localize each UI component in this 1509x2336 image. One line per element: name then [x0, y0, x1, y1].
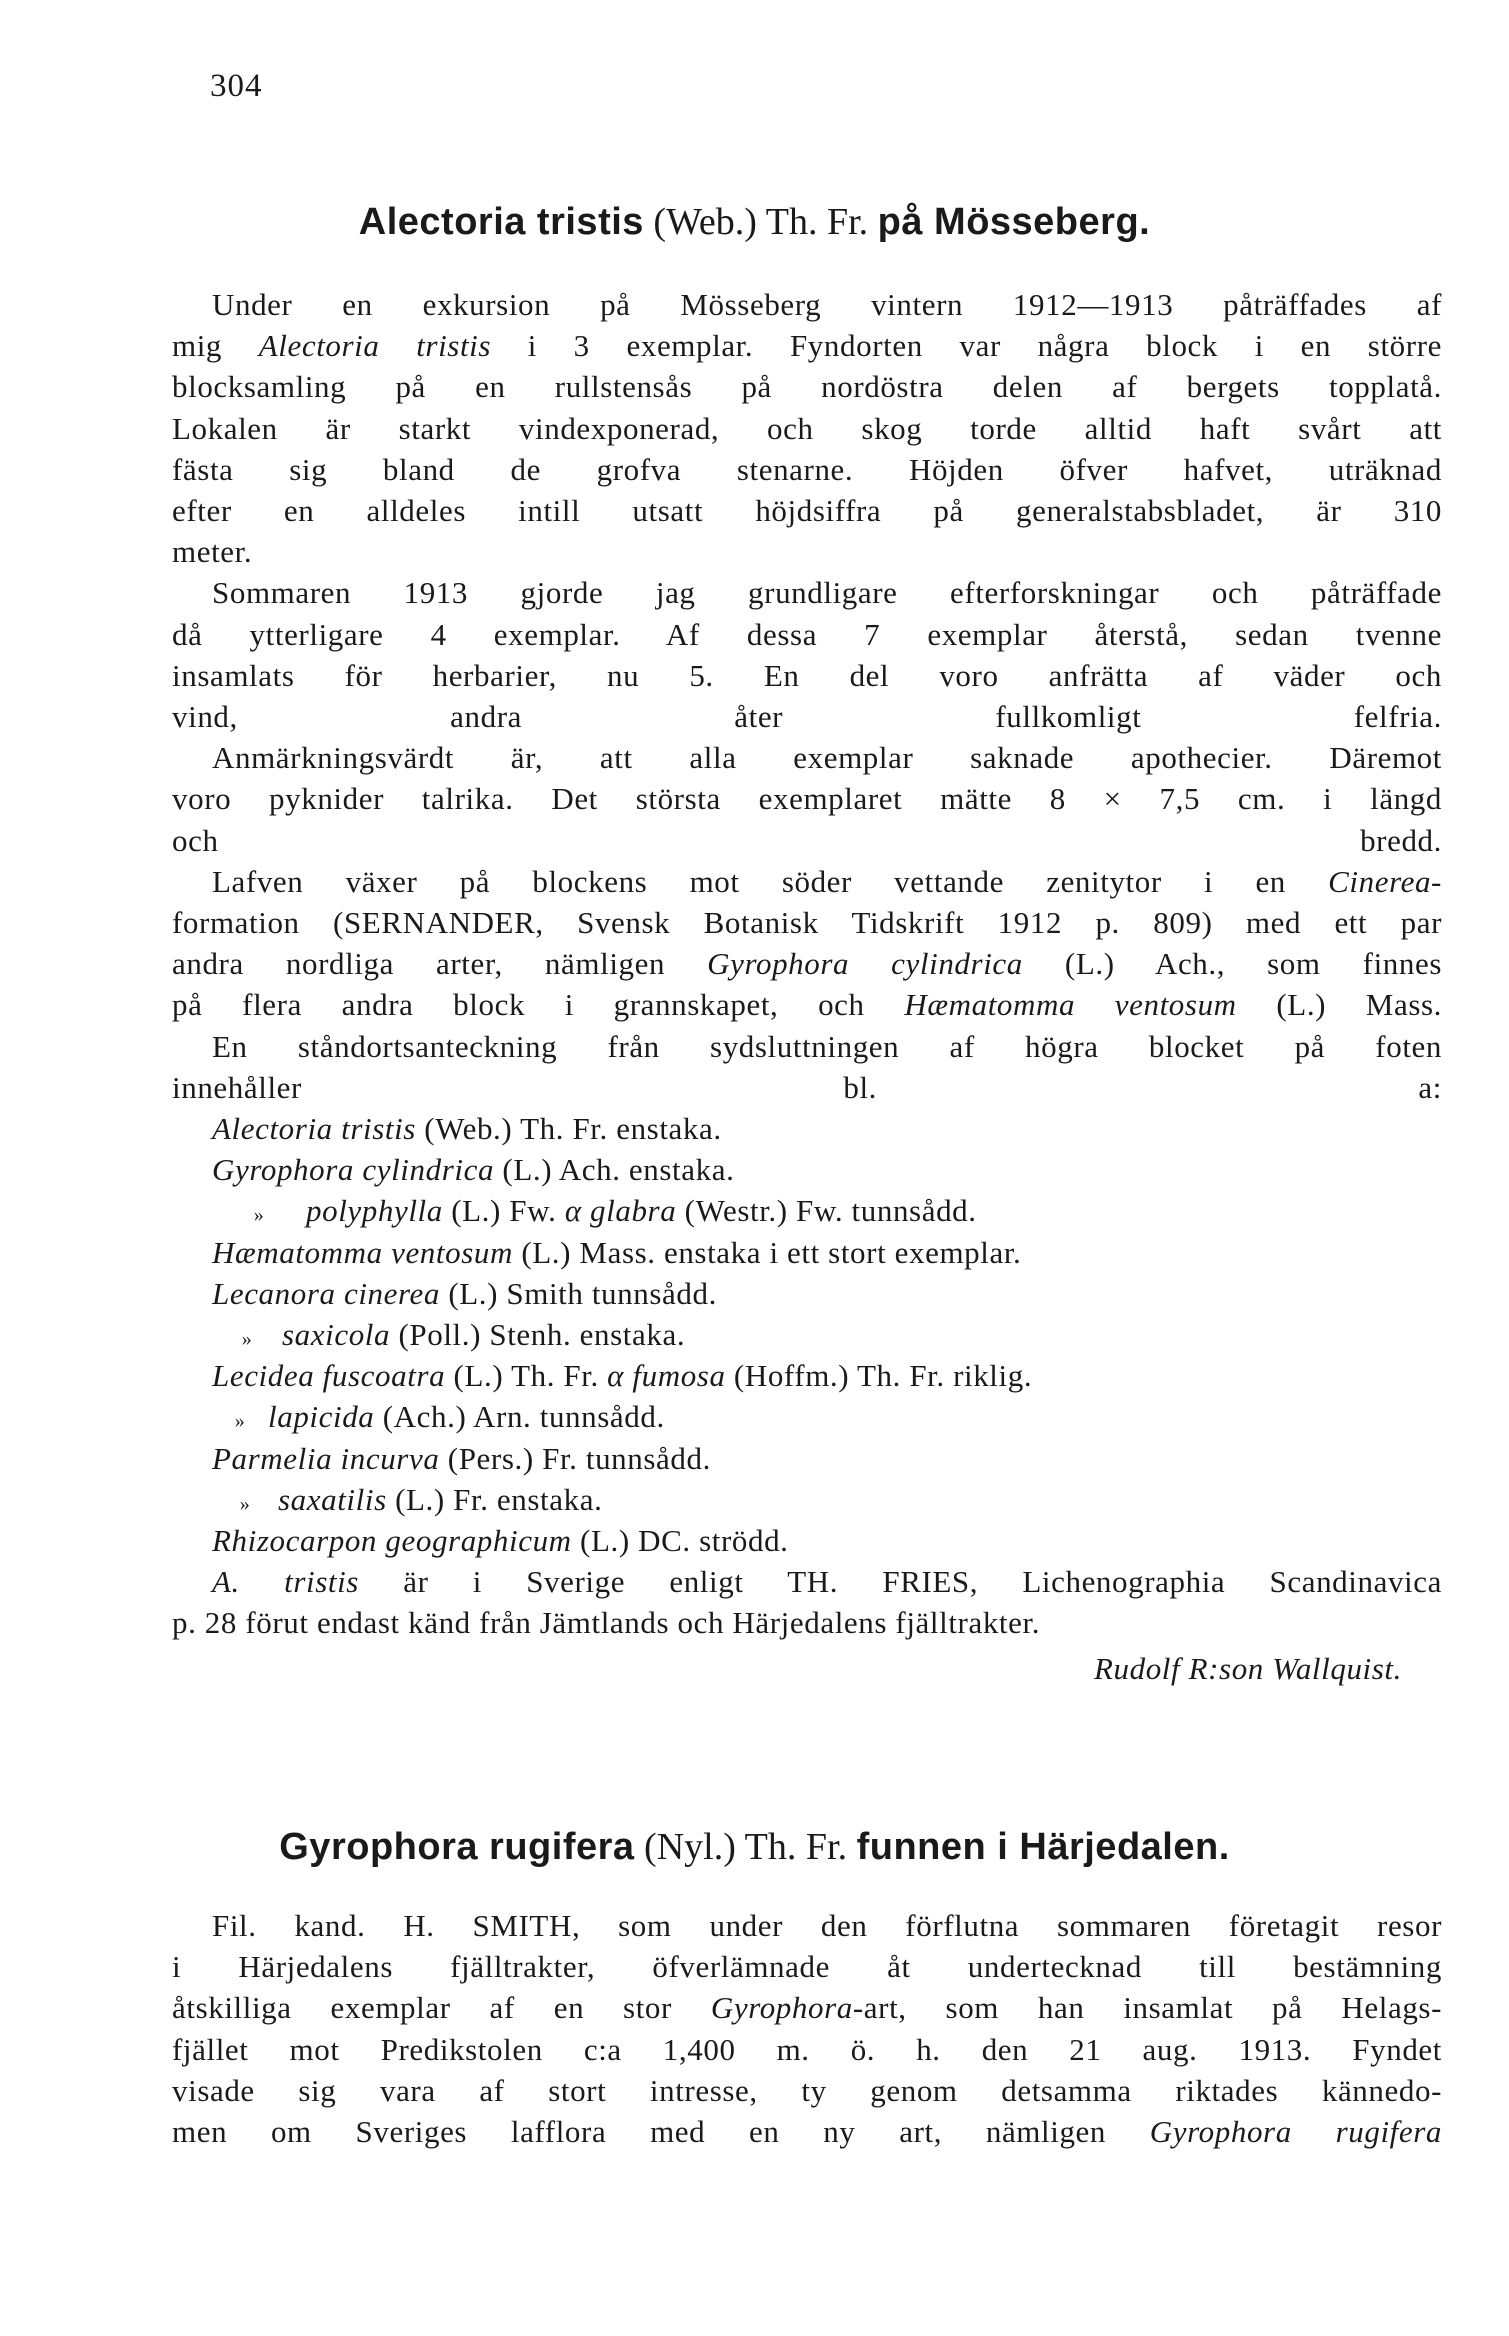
species-name: polyphylla: [306, 1193, 443, 1229]
body-line: [172, 655, 1442, 697]
species-authority: (L.) Smith tunnsådd.: [439, 1275, 717, 1311]
text-run: andra nordliga arter, nämligen: [172, 946, 708, 982]
species-authority: (L.) Th. Fr.: [445, 1358, 608, 1394]
body-line: [172, 531, 1442, 573]
article-title-alectoria: [0, 200, 1509, 244]
text-run: Lafven växer på blockens mot söder vettande zenitytor i en: [212, 863, 1329, 899]
species-status: (Hoffm.) Th. Fr. riklig.: [725, 1358, 1033, 1394]
text-run: blocksamling på en rullstensås på nordöstra delen af bergets topplatå.: [172, 369, 1442, 405]
title-author: (Nyl.) Th. Fr.: [644, 1826, 848, 1868]
text-run: vind, andra åter fullkomligt felfria.: [172, 699, 1442, 734]
italic-taxon: A. tristis: [212, 1564, 359, 1600]
species-status: (Westr.) Fw. tunnsådd.: [676, 1193, 977, 1229]
body-line: [172, 614, 1442, 656]
species-authority: (L.) Fw.: [442, 1193, 565, 1229]
text-run: insamlats för herbarier, nu 5. En del voro anfrätta af väder och: [172, 657, 1442, 693]
text-run: innehåller bl. a:: [172, 1069, 1442, 1105]
body-line: [172, 1026, 1442, 1068]
species-entry: [172, 1232, 1442, 1274]
text-run: Anmärkningsvärdt är, att alla exemplar saknade apothecier. Däremot: [212, 740, 1442, 776]
page-number: 304: [210, 68, 263, 104]
italic-taxon: Gyrophora: [710, 1990, 853, 2026]
species-name: Parmelia incurva: [212, 1440, 440, 1476]
species-name: saxatilis: [278, 1481, 387, 1517]
signature: Rudolf R:son Wallquist.: [1093, 1650, 1402, 1686]
species-authority: (Pers.) Fr. tunnsådd.: [439, 1440, 711, 1476]
text-run: fästa sig bland de grofva stenarne. Höjden öfver hafvet, uträknad: [172, 451, 1442, 487]
variety-name: α glabra: [564, 1193, 677, 1229]
species-entry: [172, 1314, 1442, 1356]
body-line: [172, 1905, 1442, 1947]
text-run: Under en exkursion på Mösseberg vintern 1912—1913 påträffades af: [212, 287, 1442, 322]
species-entry: [172, 1149, 1442, 1191]
body-line: [172, 778, 1442, 820]
body-line: [172, 1602, 1442, 1644]
species-authority: (L.) Mass. enstaka i ett stort exemplar.: [512, 1234, 1022, 1270]
species-entry: [172, 1438, 1442, 1480]
ditto-mark: »: [241, 1328, 253, 1350]
body-line: [172, 284, 1442, 326]
text-run: meter.: [172, 534, 253, 570]
species-name: Lecidea fuscoatra: [212, 1358, 446, 1394]
body-line: [172, 1067, 1442, 1109]
body-line: [172, 490, 1442, 532]
species-entry: [172, 1108, 1442, 1150]
text-run: Fil. kand. H. SMITH, som under den förflutna sommaren företagit resor: [212, 1908, 1442, 1943]
body-line: [172, 984, 1442, 1026]
ditto-mark: »: [239, 1492, 251, 1515]
species-entry: [172, 1520, 1442, 1562]
body-line: [172, 861, 1442, 903]
variety-name: α fumosa: [607, 1358, 726, 1394]
ditto-mark: »: [234, 1410, 246, 1433]
article-title-gyrophora: [0, 1825, 1509, 1869]
body-line: [172, 943, 1442, 985]
title-author: (Web.) Th. Fr.: [653, 201, 869, 243]
ditto-mark: »: [253, 1204, 265, 1227]
species-authority: (L.) Ach. enstaka.: [494, 1152, 735, 1188]
body-line: [172, 2070, 1442, 2112]
text-run: då ytterligare 4 exemplar. Af dessa 7 exemplar återstå, sedan tvenne: [172, 616, 1442, 652]
body-line: [172, 572, 1442, 614]
title-genus: Gyrophora rugifera: [279, 1826, 635, 1868]
text-run: efter en alldeles intill utsatt höjdsiffra på generalstabsbladet, är 310: [172, 493, 1442, 528]
body-line: [172, 449, 1442, 491]
text-run: (L.) Mass.: [1236, 987, 1442, 1023]
species-entry: [172, 1273, 1442, 1315]
body-line: [172, 737, 1442, 779]
body-line: [172, 1946, 1442, 1988]
body-line: [172, 408, 1442, 450]
species-name: saxicola: [282, 1317, 391, 1352]
text-run: på flera andra block i grannskapet, och: [172, 987, 905, 1023]
italic-taxon: Alectoria tristis: [258, 328, 492, 364]
text-run: men om Sveriges lafflora med en ny art, nämligen: [172, 2114, 1150, 2149]
title-genus: Alectoria tristis: [358, 201, 644, 243]
body-line: [172, 366, 1442, 408]
text-run: och bredd.: [172, 822, 1442, 858]
text-run: (L.) Ach., som finnes: [1022, 946, 1443, 982]
species-authority: (Poll.) Stenh. enstaka.: [390, 1317, 686, 1352]
species-name: Hæmatomma ventosum: [212, 1234, 513, 1270]
species-entry: [172, 1190, 1442, 1232]
text-run: Lokalen är starkt vindexponerad, och skog torde alltid haft svårt att: [172, 410, 1442, 446]
species-authority: (L.) DC. strödd.: [571, 1523, 789, 1558]
text-run: visade sig vara af stort intresse, ty genom detsamma riktades kännedo-: [172, 2072, 1442, 2108]
body-line: [172, 820, 1442, 862]
text-run: En ståndortsanteckning från sydsluttningen af högra blocket på foten: [212, 1028, 1442, 1064]
species-name: Alectoria tristis: [212, 1111, 416, 1146]
body-line: [172, 325, 1442, 367]
species-name: Lecanora cinerea: [212, 1275, 440, 1311]
italic-taxon: Gyrophora rugifera: [1149, 2114, 1442, 2149]
italic-taxon: Hæmatomma ventosum: [904, 987, 1237, 1023]
species-entry: [172, 1355, 1442, 1397]
text-run: i Härjedalens fjälltrakter, öfverlämnade åt undertecknad till bestämning: [172, 1949, 1442, 1985]
species-name: Gyrophora cylindrica: [212, 1152, 495, 1188]
body-line: [172, 2111, 1442, 2153]
text-run: fjället mot Predikstolen c:a 1,400 m. ö. h. den 21 aug. 1913. Fyndet: [172, 2031, 1442, 2067]
title-rest: på Mösseberg.: [877, 201, 1151, 243]
text-run: voro pyknider talrika. Det största exemplaret mätte 8 × 7,5 cm. i längd: [172, 781, 1442, 817]
text-run: i 3 exemplar. Fyndorten var några block i en större: [491, 328, 1442, 364]
text-run: -art, som han insamlat på Helags-: [852, 1990, 1442, 2026]
species-entry: [172, 1479, 1442, 1521]
species-name: Rhizocarpon geographicum: [212, 1523, 572, 1558]
text-run: är i Sverige enligt TH. FRIES, Lichenographia Scandinavica: [358, 1564, 1442, 1600]
body-line: [172, 2029, 1442, 2071]
body-line: [172, 1561, 1442, 1603]
italic-taxon: Cinerea-: [1328, 863, 1442, 899]
title-rest: funnen i Härjedalen.: [856, 1826, 1230, 1868]
species-authority: (L.) Fr. enstaka.: [386, 1481, 603, 1517]
text-run: åtskilliga exemplar af en stor: [172, 1990, 711, 2026]
text-run: mig: [172, 328, 259, 364]
text-run: Sommaren 1913 gjorde jag grundligare efterforskningar och påträffade: [212, 575, 1442, 611]
text-run: p. 28 förut endast känd från Jämtlands och Härjedalens fjälltrakter.: [172, 1605, 1041, 1641]
species-authority: (Web.) Th. Fr. enstaka.: [415, 1111, 722, 1146]
italic-taxon: Gyrophora cylindrica: [707, 946, 1023, 982]
body-line: [172, 902, 1442, 944]
text-run: formation (SERNANDER, Svensk Botanisk Tidskrift 1912 p. 809) med ett par: [172, 905, 1442, 940]
body-line: [172, 696, 1442, 738]
body-line: [172, 1987, 1442, 2029]
species-entry: [172, 1396, 1442, 1438]
species-authority: (Ach.) Arn. tunnsådd.: [374, 1399, 665, 1435]
species-name: lapicida: [268, 1399, 375, 1435]
